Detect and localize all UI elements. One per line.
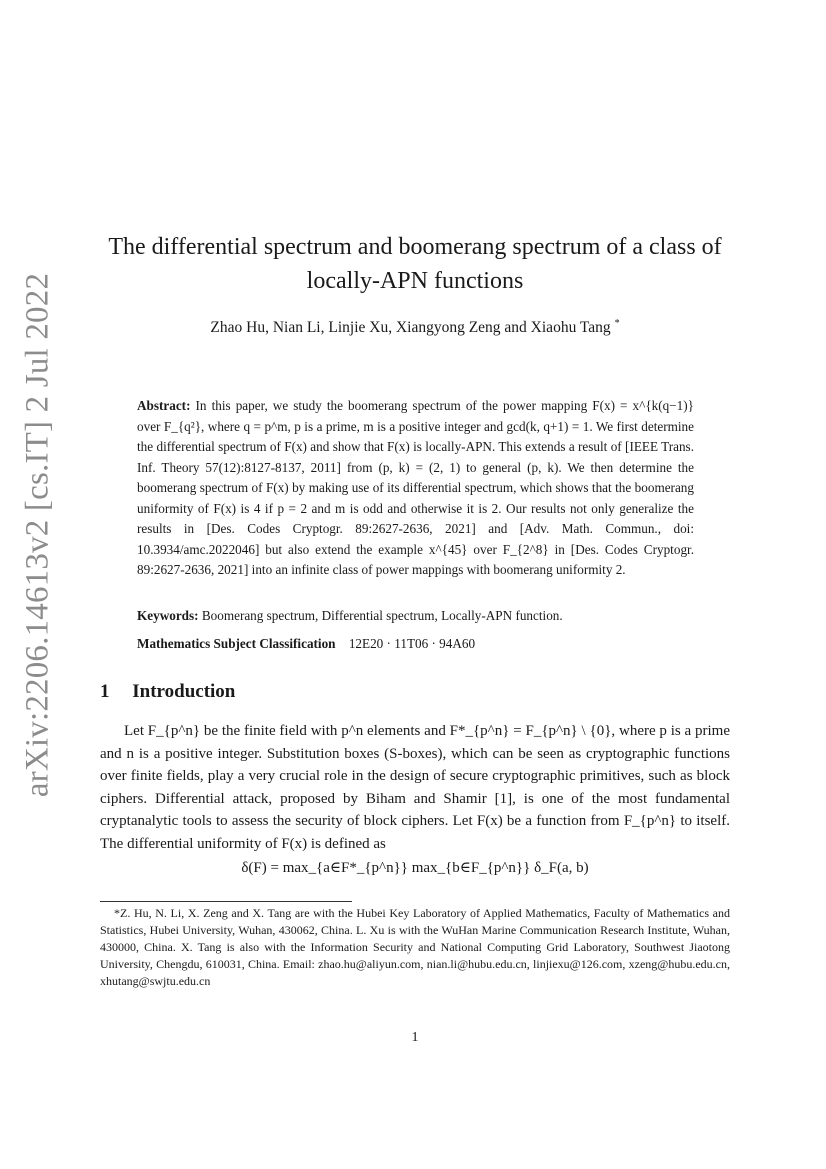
msc-codes: 12E20 · 11T06 · 94A60 xyxy=(348,636,476,651)
title-line-2: locally-APN functions xyxy=(306,268,524,294)
msc-label: Mathematics Subject Classification xyxy=(137,636,336,651)
intro-paragraph: Let F_{p^n} be the finite field with p^n elements and F*_{p^n} = F_{p^n} \ {0}, where p is a prime and n is a positive integer. Substitution boxes (S-boxes), which can be seen as cryptographic functions over finite fields, play a very crucial role in the design of secure cryptographic primitives, such as block ciphers. Differential attack, proposed by Biham and Shamir [1], is one of the most fundamental cryptanalytic tools to assess the security of block ciphers. Let F(x) be a function from F_{p^n} to itself. The differential uniformity of F(x) is defined as xyxy=(100,723,730,852)
msc-classification xyxy=(137,636,694,652)
author-names: Zhao Hu, Nian Li, Linjie Xu, Xiangyong Zeng and Xiaohu Tang xyxy=(210,319,611,337)
differential-uniformity-equation: δ(F) = max_{a∈F*_{p^n}} max_{b∈F_{p^n}} δ_F(a, b) xyxy=(241,860,589,876)
abstract xyxy=(137,396,694,581)
keywords-label: Keywords: xyxy=(137,608,199,623)
arxiv-id: arXiv:2206.14613v2 [cs.IT] 2 Jul 2022 xyxy=(19,272,56,798)
section-heading xyxy=(100,681,235,703)
page-number: 1 xyxy=(411,1030,419,1045)
paper-title xyxy=(100,230,730,298)
abstract-label: Abstract: xyxy=(137,398,191,413)
keywords-text: Boomerang spectrum, Differential spectrum, Locally-APN function. xyxy=(201,608,563,623)
author-list xyxy=(100,318,730,337)
section-number: 1 xyxy=(100,681,110,702)
section-title: Introduction xyxy=(132,681,236,702)
title-line-1: The differential spectrum and boomerang spectrum of a class of xyxy=(108,234,722,260)
footnote xyxy=(100,905,730,990)
author-footnote-mark: * xyxy=(614,318,620,329)
abstract-text: In this paper, we study the boomerang spectrum of the power mapping F(x) = x^{k(q−1)} over F_{q²}, where q = p^m, p is a prime, m is a positive integer and gcd(k, q+1) = 1. We first determine the differential spectrum of F(x) and show that F(x) is locally-APN. This extends a result of [IEEE Trans. Inf. Theory 57(12):8127-8137, 2011] from (p, k) = (2, 1) to general (p, k). We then determine the boomerang spectrum of F(x) by making use of its differential spectrum, which shows that the boomerang uniformity of F(x) is 4 if p = 2 and m is odd and otherwise it is 2. Our results not only generalize the results in [Des. Codes Cryptogr. 89:2627-2636, 2021] and [Adv. Math. Commun., doi: 10.3934/amc.2022046] but also extend the example x^{45} over F_{2^8} in [Des. Codes Cryptogr. 89:2627-2636, 2021] into an infinite class of power mappings with boomerang uniformity 2. xyxy=(137,398,694,577)
footnote-rule xyxy=(100,901,352,902)
arxiv-sidebar-stamp xyxy=(8,272,68,798)
keywords xyxy=(137,608,694,624)
footnote-text: *Z. Hu, N. Li, X. Zeng and X. Tang are with the Hubei Key Laboratory of Applied Mathematics, Faculty of Mathematics and Statistics, Hubei University, Wuhan, 430062, China. L. Xu is with the WuHan Marine Communication Research Institute, Wuhan, 430000, China. X. Tang is also with the Information Security and National Computing Grid Laboratory, Southwest Jiaotong University, Chengdu, 610031, China. Email: zhao.hu@aliyun.com, nian.li@hubu.edu.cn, linjiexu@126.com, xzeng@hubu.edu.cn, xhutang@swjtu.edu.cn xyxy=(100,906,730,988)
body-text xyxy=(100,720,730,855)
